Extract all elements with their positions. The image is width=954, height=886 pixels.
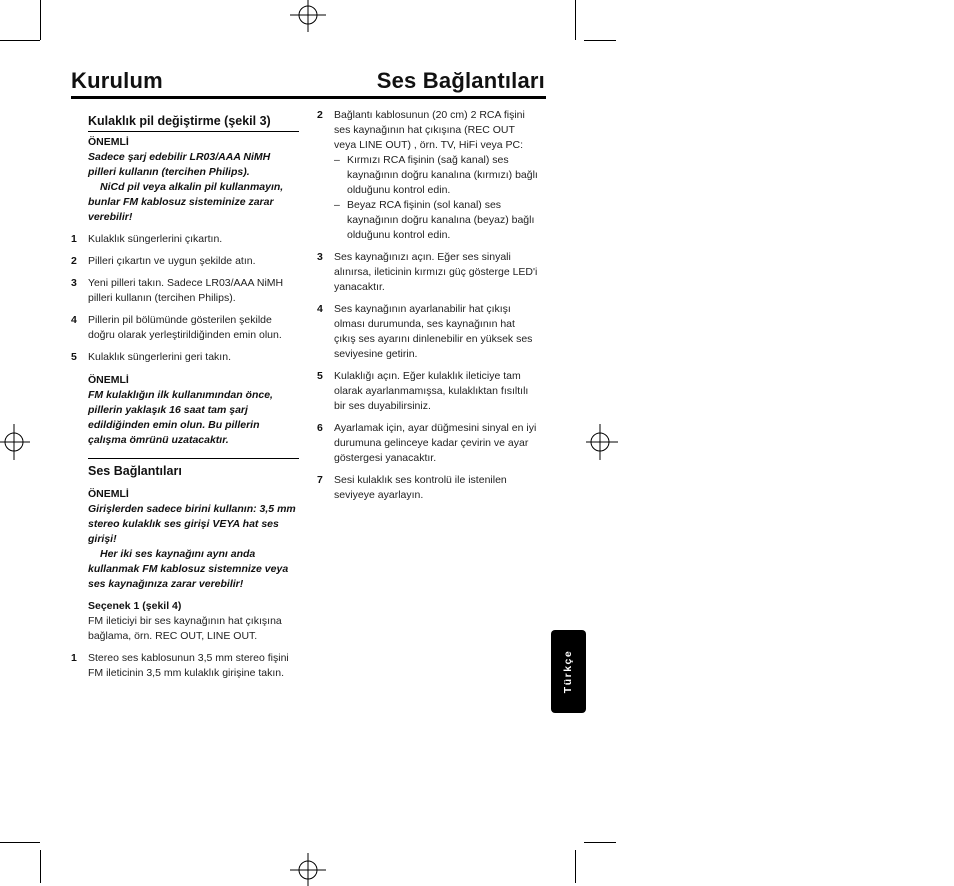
important-label: ÖNEMLİ: [88, 136, 129, 148]
list-item: [71, 350, 299, 365]
dash-marker: –: [334, 199, 340, 211]
list-item: [317, 302, 539, 362]
step-text: Kulaklık süngerlerini geri takın.: [88, 351, 231, 363]
step-number: 7: [317, 474, 323, 486]
step-text: Pillerin pil bölümünde gösterilen şekilde doğru olarak yerleştirildiğinden emin olun.: [88, 314, 282, 341]
step-body: [334, 108, 539, 243]
step-number: 6: [317, 422, 323, 434]
input-warning-b: Her iki ses kaynağını aynı anda kullanmak FM kablosuz sistemnize veya ses kaynağınıza zarar verebilir!: [88, 548, 289, 590]
list-item: [317, 421, 539, 466]
step-text: Kulaklığı açın. Eğer kulaklık ileticiye tam olarak ayarlanmamışsa, kulaklıktan fısıltılı bir ses duyabilirsiniz.: [334, 370, 529, 412]
step-number: 5: [317, 370, 323, 382]
crop-mark: [0, 40, 40, 41]
registration-mark-bottom: [290, 850, 326, 886]
crop-mark: [584, 842, 616, 843]
section-rule: [88, 458, 299, 459]
registration-mark-left: [0, 424, 36, 460]
charge-warning: FM kulaklığın ilk kullanımından önce, pillerin yaklaşık 16 saat tam şarj edildiğinden emin olun. Bu pillerin çalışma ömrünü uzatacaktır.: [88, 389, 273, 446]
crop-mark: [584, 40, 616, 41]
crop-mark: [575, 850, 576, 883]
crop-mark: [575, 0, 576, 40]
step-text: Stereo ses kablosunun 3,5 mm stereo fişini FM ileticinin 3,5 mm kulaklık girişine takın.: [88, 652, 289, 679]
list-item: [317, 473, 539, 503]
crop-mark: [40, 850, 41, 883]
step-number: 2: [71, 255, 77, 267]
option-text: FM ileticiyi bir ses kaynağının hat çıkışına bağlama, örn. REC OUT, LINE OUT.: [88, 615, 282, 642]
dash-item: [334, 153, 539, 198]
battery-steps: [71, 232, 299, 365]
input-warning-a: Girişlerden sadece birini kullanın: 3,5 mm stereo kulaklık ses girişi VEYA hat ses girişi!: [88, 503, 296, 545]
list-item: [71, 313, 299, 343]
dash-item: [334, 198, 539, 243]
step-number: 4: [71, 314, 77, 326]
step-text: Yeni pilleri takın. Sadece LR03/AAA NiMH pilleri kullanın (tercihen Philips).: [88, 277, 284, 304]
step-text: Pilleri çıkartın ve uygun şekilde atın.: [88, 255, 256, 267]
list-item: [317, 369, 539, 414]
section-rule: [88, 131, 299, 132]
step-text: Kulaklık süngerlerini çıkartın.: [88, 233, 223, 245]
audio-section-title: Ses Bağlantıları: [88, 464, 182, 478]
step-text: Bağlantı kablosunun (20 cm) 2 RCA fişini ses kaynağının hat çıkışına (REC OUT veya LINE OUT) , örn. TV, HiFi veya PC:: [334, 109, 525, 151]
battery-section-title: Kulaklık pil değiştirme (şekil 3): [88, 114, 271, 128]
registration-mark-top: [290, 0, 326, 36]
list-item: [317, 250, 539, 295]
dash-text: Kırmızı RCA fişinin (sağ kanal) ses kaynağının doğru kanalına (kırmızı) bağlı olduğunu kontrol edin.: [347, 154, 538, 196]
step-number: 3: [317, 251, 323, 263]
step-number: 1: [71, 233, 77, 245]
battery-warning-a: Sadece şarj edebilir LR03/AAA NiMH pilleri kullanın (tercihen Philips).: [88, 151, 271, 178]
step-number: 3: [71, 277, 77, 289]
language-tab: [551, 630, 586, 713]
step-number: 4: [317, 303, 323, 315]
header-rule: [71, 96, 546, 99]
dash-marker: –: [334, 154, 340, 166]
step-number: 1: [71, 652, 77, 664]
registration-mark-right: [584, 424, 620, 460]
left-column: [71, 113, 299, 681]
list-item: [71, 651, 299, 681]
battery-warning: [71, 150, 299, 225]
list-item: [71, 232, 299, 247]
step-text: Ses kaynağının ayarlanabilir hat çıkışı olması durumunda, ses kaynağının hat çıkış ses ayarını dinlenebilir en yüksek ses seviyesine getirin.: [334, 303, 533, 360]
input-warning: [71, 502, 299, 592]
crop-mark: [40, 0, 41, 40]
battery-warning-b: NiCd pil veya alkalin pil kullanmayın, bunlar FM kablosuz sisteminize zarar verebilir!: [88, 181, 284, 223]
crop-mark: [0, 842, 40, 843]
option-title: Seçenek 1 (şekil 4): [88, 600, 182, 612]
language-tab-label: Türkçe: [562, 649, 574, 694]
list-item: [71, 254, 299, 269]
page-title-right: Ses Bağlantıları: [376, 68, 545, 93]
important-label: ÖNEMLİ: [88, 374, 129, 386]
list-item: [317, 108, 539, 243]
step-number: 5: [71, 351, 77, 363]
step-number: 2: [317, 109, 323, 121]
step-text: Ayarlamak için, ayar düğmesini sinyal en iyi durumuna gelinceye kadar çevirin ve ayar göstergesi yanacaktır.: [334, 422, 537, 464]
step-text: Sesi kulaklık ses kontrolü ile istenilen seviyeye ayarlayın.: [334, 474, 507, 501]
right-column: [317, 108, 539, 503]
important-label: ÖNEMLİ: [88, 488, 129, 500]
list-item: [71, 276, 299, 306]
step-text: Ses kaynağınızı açın. Eğer ses sinyali alınırsa, ileticinin kırmızı güç gösterge LED'i yanacaktır.: [334, 251, 538, 293]
dash-text: Beyaz RCA fişinin (sol kanal) ses kaynağının doğru kanalına (beyaz) bağlı olduğunu kontrol edin.: [347, 199, 535, 241]
page-title-left: Kurulum: [71, 68, 163, 93]
